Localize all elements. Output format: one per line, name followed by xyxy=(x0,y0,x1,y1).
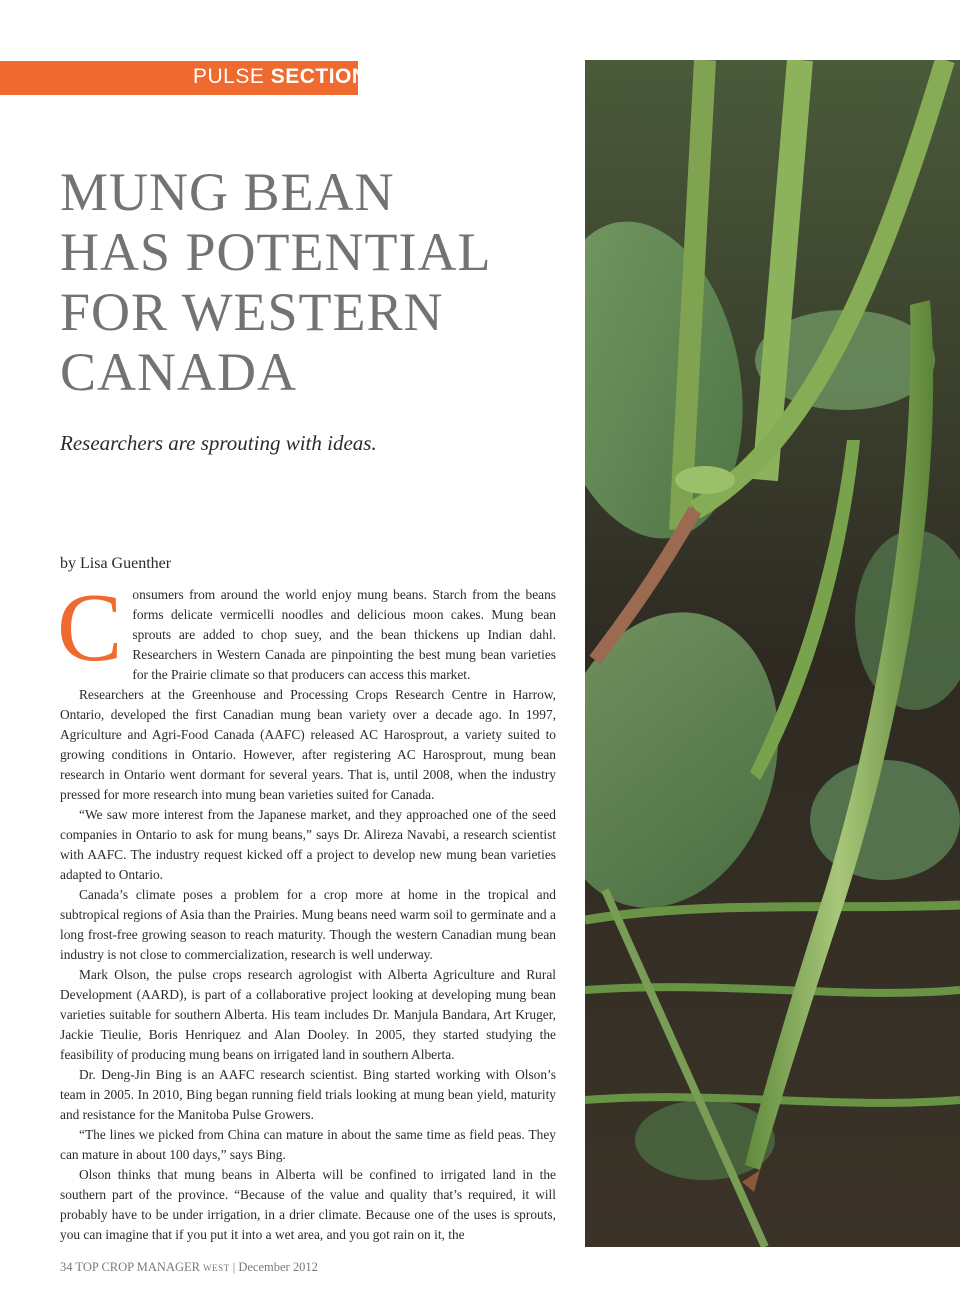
headline xyxy=(60,162,560,402)
section-banner xyxy=(0,61,368,95)
paragraph-text: onsumers from around the world enjoy mung beans. Starch from the beans forms delicate vermicelli noodles and delicious moon cakes. Mung bean sprouts are added to chop suey, and the bean thickens up Indian dahl. Researchers in Western Canada are pinpointing the best mung bean varieties for the Prairie climate so that producers can access this market. xyxy=(132,587,556,682)
magazine-name: TOP CROP MANAGER xyxy=(75,1260,200,1274)
article-paragraph: Olson thinks that mung beans in Alberta will be confined to irrigated land in the southern part of the province. “Because of the value and quality that’s required, it will probably have to be under irrigation, in a drier climate. Because one of the uses is sprouts, you can imagine that if you put it into a wet area, and you got rain on it, the xyxy=(60,1167,556,1242)
article-paragraph: Mark Olson, the pulse crops research agrologist with Alberta Agriculture and Rural Development (AARD), is part of a collaborative project looking at developing mung bean varieties suitable for southern Alberta. His team includes Dr. Manjula Bandara, Art Kruger, Jackie Tieulie, Boris Henriquez and Alan Dooley. In 2005, they started studying the feasibility of producing mung beans on irrigated land in southern Alberta. xyxy=(60,967,556,1062)
issue-date: December 2012 xyxy=(238,1260,318,1274)
article-paragraph xyxy=(57,574,556,685)
mung-bean-photo-graphic xyxy=(585,60,960,1247)
mung-bean-photo xyxy=(585,60,960,1247)
article-body xyxy=(57,574,556,1245)
page-number: 34 xyxy=(60,1260,73,1274)
headline-line: CANADA xyxy=(60,342,298,402)
headline-line: HAS POTENTIAL xyxy=(60,222,492,282)
section-prefix: PULSE xyxy=(193,65,265,88)
deck: Researchers are sprouting with ideas. xyxy=(60,431,377,455)
section-name: SECTION xyxy=(270,65,368,88)
article-paragraph: Canada’s climate poses a problem for a crop more at home in the tropical and subtropical regions of Asia than the Prairies. Mung beans need warm soil to germinate and a long frost-free growing season to reach maturity. Though the western Canadian mung bean industry is not close to commercialization, research is well underway. xyxy=(60,887,556,962)
magazine-edition: WEST xyxy=(203,1263,230,1273)
page-footer xyxy=(60,1260,318,1275)
article-paragraph: “The lines we picked from China can mature in about the same time as field peas. They can mature in about 100 days,” says Bing. xyxy=(60,1127,556,1162)
byline: by Lisa Guenther xyxy=(60,555,172,572)
section-label xyxy=(193,65,368,89)
footer-separator: | xyxy=(232,1260,236,1274)
headline-line: MUNG BEAN xyxy=(60,162,395,222)
article-paragraph: “We saw more interest from the Japanese market, and they approached one of the seed companies in Ontario to ask for mung beans,” says Dr. Alireza Navabi, a research scientist with AAFC. The industry request kicked off a project to develop new mung bean varieties adapted to Ontario. xyxy=(60,807,556,882)
article-paragraph: Dr. Deng-Jin Bing is an AAFC research scientist. Bing started working with Olson’s team in 2005. In 2010, Bing began running field trials looking at mung bean yield, maturity and resistance for the Manitoba Pulse Growers. xyxy=(60,1067,556,1122)
drop-cap: C xyxy=(57,574,123,682)
headline-line: FOR WESTERN xyxy=(60,282,444,342)
article-paragraph: Researchers at the Greenhouse and Processing Crops Research Centre in Harrow, Ontario, developed the first Canadian mung bean variety over a decade ago. In 1997, Agriculture and Agri-Food Canada (AAFC) released AC Harosprout, a variety suited to growing conditions in Ontario. However, after registering AC Harosprout, mung bean research in Ontario went dormant for several years. That is, until 2008, when the industry pressed for more research into mung bean varieties suited for Canada. xyxy=(60,687,556,802)
